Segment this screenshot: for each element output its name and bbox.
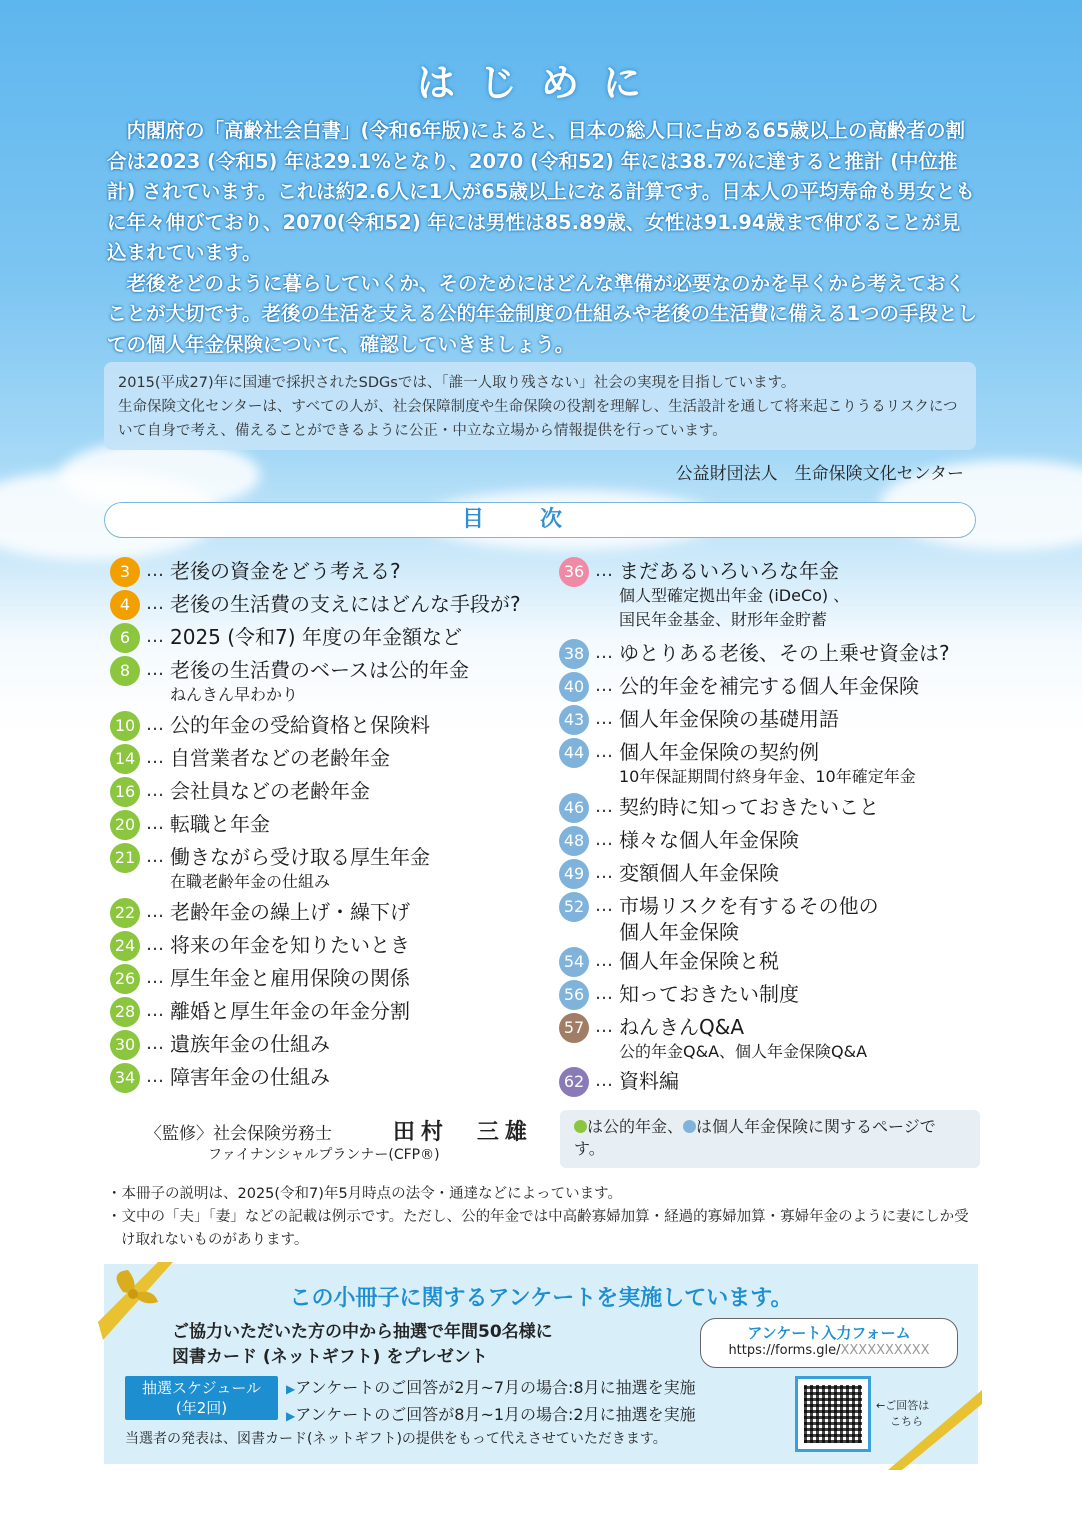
toc-entry-title: 会社員などの老齢年金 bbox=[170, 779, 370, 803]
sdgs-line: 2015(平成27)年に国連で採択されたSDGsでは、「誰一人取り残さない」社会の実現を目指しています。 bbox=[118, 375, 796, 391]
toc-entry-subtitle: 個人型確定拠出年金 (iDeCo) 、 bbox=[619, 586, 850, 605]
page-number-badge: 43 bbox=[559, 705, 589, 735]
toc-item bbox=[559, 948, 779, 977]
toc-entry-title: 老後の生活費のベースは公的年金 bbox=[170, 658, 469, 682]
page-number-badge: 57 bbox=[559, 1013, 589, 1043]
color-legend bbox=[560, 1110, 980, 1168]
toc-entry-subtitle: 在職老齢年金の仕組み bbox=[170, 872, 331, 891]
qr-note-line: こちら bbox=[890, 1415, 923, 1428]
leader-dots: … bbox=[146, 714, 164, 735]
leader-dots: … bbox=[595, 1016, 613, 1037]
toc-entry bbox=[619, 981, 799, 1007]
page-number-badge: 30 bbox=[110, 1030, 140, 1060]
blue-dot-icon bbox=[683, 1120, 696, 1133]
toc-entry-title: 公的年金を補完する個人年金保険 bbox=[619, 674, 919, 698]
survey-body bbox=[172, 1320, 553, 1370]
gold-ribbon-icon bbox=[98, 1262, 188, 1352]
toc-entry bbox=[619, 948, 779, 974]
toc-item bbox=[110, 745, 390, 774]
toc-entry-title: ねんきんQ&A bbox=[619, 1015, 745, 1039]
page-number-badge: 8 bbox=[110, 656, 140, 686]
toc-item bbox=[559, 706, 839, 735]
toc-entry bbox=[619, 706, 839, 732]
toc-entry-title: 2025 (令和7) 年度の年金額など bbox=[170, 625, 462, 649]
toc-entry bbox=[170, 558, 401, 584]
toc-item bbox=[559, 860, 779, 889]
toc-entry-title: 離婚と厚生年金の年金分割 bbox=[170, 999, 410, 1023]
leader-dots: … bbox=[146, 846, 164, 867]
note-item: ・本冊子の説明は、2025(令和7)年5月時点の法令・通達などによっています。 bbox=[107, 1186, 623, 1202]
leader-dots: … bbox=[146, 659, 164, 680]
page-number-badge: 26 bbox=[110, 964, 140, 994]
toc-item bbox=[110, 844, 430, 894]
leader-dots: … bbox=[595, 796, 613, 817]
schedule-label-sub: (年2回) bbox=[175, 1399, 228, 1417]
qr-note-line: ←ご回答は bbox=[876, 1399, 930, 1412]
toc-item bbox=[110, 899, 410, 928]
supervisor-title: ファイナンシャルプランナー(CFP®) bbox=[208, 1147, 440, 1163]
schedule-lines bbox=[286, 1375, 696, 1429]
leader-dots: … bbox=[595, 560, 613, 581]
toc-entry bbox=[170, 1064, 330, 1090]
toc-entry bbox=[170, 1031, 330, 1057]
intro-text bbox=[107, 116, 977, 360]
supervisor-line bbox=[145, 1115, 533, 1146]
page-number-badge: 52 bbox=[559, 892, 589, 922]
toc-item bbox=[559, 893, 879, 945]
toc-item bbox=[110, 1064, 330, 1093]
leader-dots: … bbox=[595, 950, 613, 971]
toc-item bbox=[110, 932, 410, 961]
form-url-text: https://forms.gle/ bbox=[728, 1343, 841, 1358]
toc-item bbox=[559, 1068, 679, 1097]
toc-entry bbox=[619, 1068, 679, 1094]
leader-dots: … bbox=[595, 741, 613, 762]
toc-entry bbox=[619, 827, 799, 853]
toc-entry bbox=[170, 932, 410, 958]
page-number-badge: 24 bbox=[110, 931, 140, 961]
leader-dots: … bbox=[146, 1000, 164, 1021]
leader-dots: … bbox=[595, 895, 613, 916]
page-number-badge: 14 bbox=[110, 744, 140, 774]
page-number-badge: 44 bbox=[559, 738, 589, 768]
green-dot-icon bbox=[574, 1120, 587, 1133]
qr-pattern bbox=[804, 1385, 862, 1443]
toc-entry-title: 厚生年金と雇用保険の関係 bbox=[170, 966, 410, 990]
toc-entry bbox=[170, 998, 410, 1024]
schedule-line: アンケートのご回答が2月~7月の場合:8月に抽選を実施 bbox=[295, 1378, 696, 1397]
winner-note: 当選者の発表は、図書カード(ネットギフト)の提供をもって代えさせていただきます。 bbox=[125, 1431, 667, 1447]
leader-dots: … bbox=[595, 862, 613, 883]
leader-dots: … bbox=[595, 642, 613, 663]
supervisor-name: 田村 三雄 bbox=[392, 1120, 533, 1145]
survey-line: ご協力いただいた方の中から抽選で年間50名様に bbox=[172, 1322, 553, 1342]
leader-dots: … bbox=[146, 560, 164, 581]
toc-left-column bbox=[110, 558, 550, 1098]
toc-entry bbox=[170, 591, 521, 617]
toc-entry-title: 老後の資金をどう考える? bbox=[170, 559, 401, 583]
toc-item bbox=[110, 558, 401, 587]
toc-entry bbox=[170, 657, 469, 707]
toc-item bbox=[110, 998, 410, 1027]
leader-dots: … bbox=[146, 1066, 164, 1087]
page-number-badge: 48 bbox=[559, 826, 589, 856]
toc-entry-title: 老後の生活費の支えにはどんな手段が? bbox=[170, 592, 521, 616]
toc-entry bbox=[619, 893, 879, 945]
leader-dots: … bbox=[146, 780, 164, 801]
toc-entry-title: ゆとりある老後、その上乗せ資金は? bbox=[619, 641, 950, 665]
toc-item bbox=[110, 657, 469, 707]
survey-title: この小冊子に関するアンケートを実施しています。 bbox=[289, 1286, 793, 1311]
toc-entry-title: 公的年金の受給資格と保険料 bbox=[170, 713, 430, 737]
page-number-badge: 46 bbox=[559, 793, 589, 823]
page-number-badge: 38 bbox=[559, 639, 589, 669]
triangle-right-icon: ▶ bbox=[286, 1409, 296, 1423]
leader-dots: … bbox=[146, 813, 164, 834]
page-number-badge: 3 bbox=[110, 557, 140, 587]
toc-item bbox=[110, 1031, 330, 1060]
toc-item bbox=[559, 827, 799, 856]
page-number-badge: 36 bbox=[559, 557, 589, 587]
page-number-badge: 40 bbox=[559, 672, 589, 702]
toc-item bbox=[559, 640, 950, 669]
schedule-line: アンケートのご回答が8月~1月の場合:2月に抽選を実施 bbox=[295, 1405, 696, 1424]
leader-dots: … bbox=[146, 901, 164, 922]
form-url[interactable] bbox=[701, 1343, 957, 1358]
page-number-badge: 56 bbox=[559, 980, 589, 1010]
toc-entry-title: 契約時に知っておきたいこと bbox=[619, 795, 879, 819]
toc-entry-subtitle: ねんきん早わかり bbox=[170, 685, 299, 704]
page-number-badge: 54 bbox=[559, 947, 589, 977]
leader-dots: … bbox=[146, 626, 164, 647]
toc-entry-title: 資料編 bbox=[619, 1069, 679, 1093]
leader-dots: … bbox=[146, 593, 164, 614]
toc-entry bbox=[170, 745, 390, 771]
toc-item bbox=[559, 981, 799, 1010]
toc-right-column bbox=[559, 558, 989, 1098]
toc-entry bbox=[619, 1014, 867, 1064]
toc-item bbox=[110, 811, 270, 840]
toc-entry-title: 個人年金保険の契約例 bbox=[619, 740, 819, 764]
leader-dots: … bbox=[146, 967, 164, 988]
toc-entry-title: 自営業者などの老齢年金 bbox=[170, 746, 390, 770]
toc-entry-title: 知っておきたい制度 bbox=[619, 982, 799, 1006]
triangle-right-icon: ▶ bbox=[286, 1382, 296, 1396]
note-item: ・文中の「夫」「妻」などの記載は例示です。ただし、公的年金では中高齢寡婦加算・経過的寡婦加算・寡婦年金のように妻にしか受け取れないものがあります。 bbox=[107, 1209, 969, 1248]
leader-dots: … bbox=[595, 1070, 613, 1091]
toc-entry-title: 転職と年金 bbox=[170, 812, 270, 836]
toc-entry bbox=[619, 794, 879, 820]
toc-entry-title: まだあるいろいろな年金 bbox=[619, 559, 839, 583]
toc-entry-subtitle: 個人年金保険 bbox=[619, 920, 739, 944]
schedule-label bbox=[125, 1376, 278, 1420]
toc-item bbox=[559, 1014, 867, 1064]
toc-item bbox=[559, 673, 919, 702]
leader-dots: … bbox=[146, 747, 164, 768]
page-number-badge: 22 bbox=[110, 898, 140, 928]
toc-entry-title: 変額個人年金保険 bbox=[619, 861, 779, 885]
toc-entry bbox=[619, 640, 950, 666]
form-title: アンケート入力フォーム bbox=[747, 1324, 911, 1342]
page-title: はじめに bbox=[416, 61, 665, 105]
toc-entry-title: 個人年金保険の基礎用語 bbox=[619, 707, 839, 731]
page-number-badge: 21 bbox=[110, 843, 140, 873]
page-number-badge: 28 bbox=[110, 997, 140, 1027]
toc-entry-title: 市場リスクを有するその他の bbox=[619, 894, 879, 918]
toc-entry-title: 働きながら受け取る厚生年金 bbox=[170, 845, 430, 869]
cloud-decoration bbox=[60, 440, 260, 510]
page-number-badge: 20 bbox=[110, 810, 140, 840]
intro-paragraph: 老後をどのように暮らしていくか、そのためにはどんな準備が必要なのかを早くから考えておくことが大切です。老後の生活を支える公的年金制度の仕組みや老後の生活費に備える1つの手段としての個人年金保険について、確認していきましょう。 bbox=[107, 271, 978, 356]
gold-ribbon-icon bbox=[878, 1380, 982, 1470]
toc-entry bbox=[170, 811, 270, 837]
page-number-badge: 10 bbox=[110, 711, 140, 741]
toc-entry-subtitle: 10年保証期間付終身年金、10年確定年金 bbox=[619, 767, 916, 786]
toc-entry bbox=[170, 624, 462, 650]
notes bbox=[107, 1183, 982, 1252]
leader-dots: … bbox=[146, 1033, 164, 1054]
leader-dots: … bbox=[146, 934, 164, 955]
toc-entry-title: 遺族年金の仕組み bbox=[170, 1032, 330, 1056]
toc-entry bbox=[170, 844, 430, 894]
toc-item bbox=[110, 624, 462, 653]
toc-heading: 目次 bbox=[104, 502, 976, 538]
toc-entry bbox=[619, 739, 916, 789]
survey-line: 図書カード (ネットギフト) をプレゼント bbox=[172, 1347, 488, 1367]
toc-entry bbox=[170, 712, 430, 738]
toc-entry-title: 老齢年金の繰上げ・繰下げ bbox=[170, 900, 410, 924]
legend-public: は公的年金、 bbox=[587, 1117, 684, 1136]
page-number-badge: 62 bbox=[559, 1067, 589, 1097]
toc-entry bbox=[619, 673, 919, 699]
toc-entry bbox=[619, 860, 779, 886]
toc-entry-subtitle: 公的年金Q&A、個人年金保険Q&A bbox=[619, 1042, 868, 1061]
toc-item bbox=[110, 965, 410, 994]
page-number-badge: 49 bbox=[559, 859, 589, 889]
intro-paragraph: 内閣府の「高齢社会白書」(令和6年版)によると、日本の総人口に占める65歳以上の高齢者の割合は2023 (令和5) 年は29.1%となり、2070 (令和52) 年には38.7%に達すると推計 (中位推計) されています。これは約2.6人に1人が65歳以上になる計算です。日本人の平均寿命も男女ともに年々伸びており、2070(令和52) 年には男性は85.89歳、女性は91.94歳まで伸びることが見込まれています。 bbox=[107, 119, 975, 264]
page-number-badge: 34 bbox=[110, 1063, 140, 1093]
leader-dots: … bbox=[595, 829, 613, 850]
supervisor-role: 〈監修〉社会保険労務士 bbox=[145, 1124, 332, 1144]
page-number-badge: 4 bbox=[110, 590, 140, 620]
toc-item bbox=[110, 712, 430, 741]
toc-entry-title: 障害年金の仕組み bbox=[170, 1065, 330, 1089]
organization-name: 公益財団法人 生命保険文化センター bbox=[675, 464, 964, 484]
toc-item bbox=[110, 778, 370, 807]
sdgs-box bbox=[104, 362, 976, 450]
page-number-badge: 16 bbox=[110, 777, 140, 807]
sdgs-line: 生命保険文化センターは、すべての人が、社会保障制度や生命保険の役割を理解し、生活設計を通して将来起こりうるリスクについて自身で考え、備えることができるように公正・中立な立場から情報提供を行っています。 bbox=[118, 399, 958, 439]
toc-entry-title: 個人年金保険と税 bbox=[619, 949, 779, 973]
qr-code[interactable] bbox=[795, 1376, 871, 1452]
toc-entry-title: 将来の年金を知りたいとき bbox=[170, 933, 410, 957]
leader-dots: … bbox=[595, 708, 613, 729]
schedule-label-text: 抽選スケジュール bbox=[141, 1379, 262, 1397]
toc-item bbox=[559, 558, 849, 632]
toc-entry bbox=[170, 899, 410, 925]
page-number-badge: 6 bbox=[110, 623, 140, 653]
toc-item bbox=[559, 794, 879, 823]
survey-box bbox=[104, 1264, 978, 1464]
toc-item bbox=[559, 739, 916, 789]
survey-form-link[interactable] bbox=[700, 1318, 958, 1368]
toc-entry-title: 様々な個人年金保険 bbox=[619, 828, 799, 852]
toc-entry bbox=[619, 558, 849, 632]
toc-entry bbox=[170, 965, 410, 991]
leader-dots: … bbox=[595, 983, 613, 1004]
leader-dots: … bbox=[595, 675, 613, 696]
toc-entry-subtitle: 国民年金基金、財形年金貯蓄 bbox=[619, 610, 828, 629]
toc-entry bbox=[170, 778, 370, 804]
toc-item bbox=[110, 591, 521, 620]
legend-private: は個人年金保険に関するページです。 bbox=[574, 1117, 936, 1158]
form-url-mask: XXXXXXXXXX bbox=[840, 1343, 930, 1358]
